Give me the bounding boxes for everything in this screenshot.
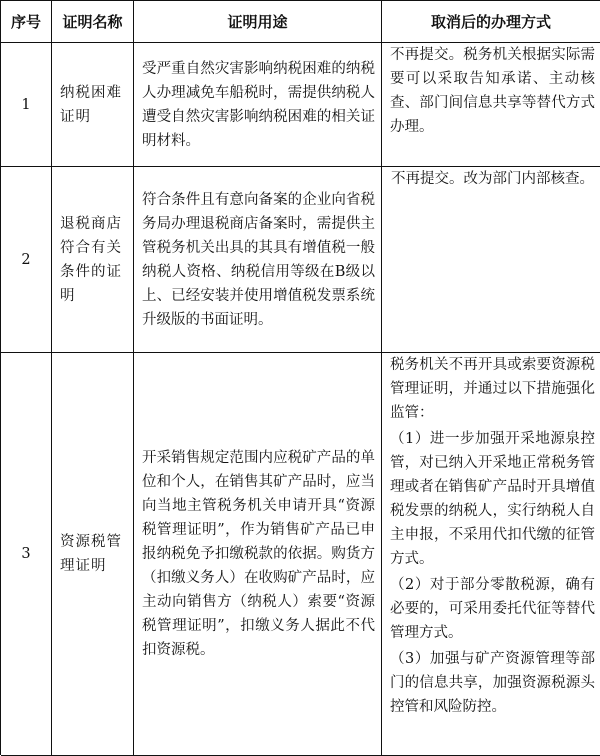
row-3-method-intro: 税务机关不再开具或索要资源税管理证明，并通过以下措施强化监管： [390,357,595,421]
row-1-seq: 1 [1,43,52,167]
row-1-method-line: 不再提交。税务机关根据实际需要可以采取告知承诺、主动核查、部门间信息共享等替代方式办理。 [390,47,595,135]
row-3-name: 资源税管理证明 [52,353,134,756]
row-3-seq: 3 [1,353,52,756]
row-3-method-item-1: （1）进一步加强开采地源泉控管，对已纳入开采地正常税务管理或者在销售矿产品时开具增值税发票的纳税人，实行纳税人自主申报，不采用代扣代缴的征管方式。 [390,431,595,567]
header-cert-name: 证明名称 [52,1,134,43]
row-3-method-item-3: （3）加强与矿产资源管理等部门的信息共享，加强资源税源头控管和风险防控。 [390,651,595,715]
row-1-usage: 受严重自然灾害影响纳税困难的纳税人办理减免车船税时，需提供纳税人遭受自然灾害影响纳税困难的相关证明材料。 [134,43,382,167]
row-3-method-item-2: （2）对于部分零散税源，确有必要的，可采用委托代征等替代管理方式。 [390,577,595,641]
row-2-seq: 2 [1,167,52,353]
header-seq: 序号 [1,1,52,43]
row-2-method-line: 不再提交。改为部门内部核查。 [391,171,594,187]
row-1-name: 纳税困难证明 [52,43,134,167]
row-3-usage: 开采销售规定范围内应税矿产品的单位和个人，在销售其矿产品时，应当向当地主管税务机关申请开具“资源税管理证明”，作为销售矿产品已申报纳税免予扣缴税款的依据。购货方（扣缴义务人）在收购矿产品时，应主动向销售方（纳税人）索要“资源税管理证明”，扣缴义务人据此不代扣资源税。 [134,353,382,756]
row-2-usage: 符合条件且有意向备案的企业向省税务局办理退税商店备案时，需提供主管税务机关出具的其具有增值税一般纳税人资格、纳税信用等级在B级以上、已经安装并使用增值税发票系统升级版的书面证明。 [134,167,382,353]
header-method-after-cancel: 取消后的办理方式 [382,1,600,43]
header-cert-usage: 证明用途 [134,1,382,43]
row-2-name: 退税商店符合有关条件的证明 [52,167,134,353]
row-2-method [382,167,600,353]
row-1-method [382,43,600,167]
row-3-method [382,353,600,756]
